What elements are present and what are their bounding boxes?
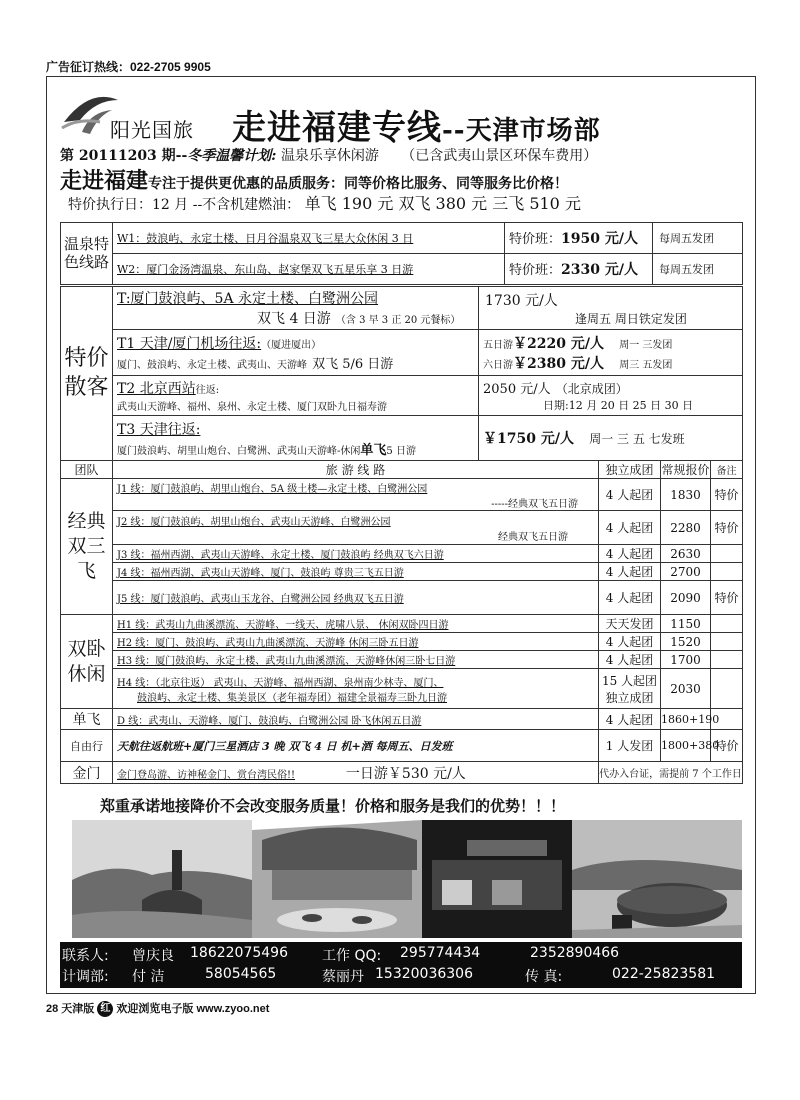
remark-j1: 特价 xyxy=(711,479,743,511)
shuangwo-category: 双卧休闲 xyxy=(61,615,113,709)
brand-name: 阳光国旅 xyxy=(110,118,194,142)
price-h2: 1520 xyxy=(661,633,711,651)
price-j3: 2630 xyxy=(661,545,711,563)
dispatch-name: 付 洁 xyxy=(132,969,165,985)
header-min: 独立成团 xyxy=(599,461,661,479)
min-ziyou: 1 人发团 xyxy=(599,730,661,762)
min-j4: 4 人起团 xyxy=(599,563,661,581)
price-j5: 2090 xyxy=(661,581,711,615)
fax-number: 022-25823581 xyxy=(612,966,716,982)
remark-ziyou: 特价 xyxy=(711,730,743,762)
hotspring-table xyxy=(60,222,743,285)
special-t-price: 1730 元/人 逢周五 周日铁定发团 xyxy=(479,287,743,330)
qq-label: 工作 QQ: xyxy=(322,948,382,964)
price-h3: 1700 xyxy=(661,651,711,669)
special-table xyxy=(60,286,743,461)
brand-heading: 走进福建 xyxy=(60,168,149,194)
route-h2: H2 线：厦门、鼓浪屿、武夷山九曲溪漂流、天游峰 休闲三卧五日游 xyxy=(113,633,599,651)
campaign-name: 冬季温馨计划: xyxy=(187,148,277,164)
route-d: D 线：武夷山、天游峰、厦门、鼓浪屿、白鹭洲公园 卧飞休闲五日游 xyxy=(113,709,599,730)
danfei-category: 单飞 xyxy=(61,709,113,730)
special-t1-price: 五日游￥2220 元/人 周一 三发团 六日游￥2380 元/人 周三 五发团 xyxy=(479,330,743,376)
route-j2: J2 线：厦门鼓浪屿、胡里山炮台、武夷山天游峰、白鹭洲公园 经典双飞五日游 xyxy=(113,511,599,545)
dispatch-phone: 58054565 xyxy=(205,966,277,982)
issue-number: 第 20111203 期-- xyxy=(60,148,188,164)
header-price: 常规报价 xyxy=(661,461,711,479)
route-j3: J3 线：福州西湖、武夷山天游峰、永定土楼、厦门鼓浪屿 经典双飞六日游 xyxy=(113,545,599,563)
price-j2: 2280 xyxy=(661,511,711,545)
page-title xyxy=(232,100,601,149)
promise-banner: 郑重承诺地接降价不会改变服务质量！价格和服务是我们的优势！！！ xyxy=(100,797,566,815)
special-date-line xyxy=(68,191,581,214)
special-t1: T1 天津/厦门机场往返:（厦进厦出） 厦门、鼓浪屿、永定土楼、武夷山、天游峰 双飞 5/6 日游 xyxy=(113,330,479,376)
route-j5: J5 线：厦门鼓浪屿、武夷山玉龙谷、白鹭洲公园 经典双飞五日游 xyxy=(113,581,599,615)
campaign-note: （已含武夷山景区环保车费用） xyxy=(401,148,598,164)
min-h4: 15 人起团 独立成团 xyxy=(599,669,661,709)
dispatch-name-2: 蔡丽丹 xyxy=(322,969,364,985)
gulangyu-statue-photo xyxy=(72,820,252,938)
route-jinmen: 金门登岛游、访神秘金门、赏台湾民俗!! 一日游￥530 元/人 xyxy=(113,762,599,784)
dispatch-phone-2: 15320036306 xyxy=(375,966,473,982)
price-j4: 2700 xyxy=(661,563,711,581)
min-h1: 天天发团 xyxy=(599,615,661,633)
dispatch-label: 计调部: xyxy=(62,969,109,985)
route-w2: W2：厦门金汤湾温泉、东山岛、赵家堡双飞五星乐享 3 日游 xyxy=(113,254,505,285)
min-d: 4 人起团 xyxy=(599,709,661,730)
hotspring-category: 温泉特色线路 xyxy=(61,223,113,285)
slogan-text: 专注于提供更优惠的品质服务：同等价格比服务、同等服务比价格！ xyxy=(148,176,569,192)
footer-text: 欢迎浏览电子版 xyxy=(116,1003,194,1015)
route-w1: W1：鼓浪屿、永定土楼、日月谷温泉双飞三星大众休闲 3 日 xyxy=(113,223,505,254)
min-j1: 4 人起团 xyxy=(599,479,661,511)
contact-phone: 18622075496 xyxy=(190,945,288,961)
ziyouxing-category: 自由行 xyxy=(61,730,113,762)
campaign-theme: 温泉乐享休闲游 xyxy=(280,148,379,164)
tulou-round-photo xyxy=(572,820,742,938)
footer-url[interactable]: www.zyoo.net xyxy=(196,1003,270,1015)
hong-seal-icon: 红 xyxy=(97,1001,113,1017)
remark-j2: 特价 xyxy=(711,511,743,545)
schedule-w1: 每周五发团 xyxy=(653,223,743,254)
contact-bar xyxy=(60,942,742,988)
header-route: 旅 游 线 路 xyxy=(113,461,599,479)
special-date: 特价执行日：12 月 --不含机建燃油： xyxy=(68,197,301,213)
note-jinmen: 代办入台证，需提前 7 个工作日 xyxy=(599,762,743,784)
fuel-prices: 单飞 190 元 双飞 380 元 三飞 510 元 xyxy=(304,194,581,213)
page-footer xyxy=(46,1000,269,1017)
route-j4: J4 线：福州西湖、武夷山天游峰、厦门、鼓浪屿 尊贵三飞五日游 xyxy=(113,563,599,581)
price-w1: 特价班：1950 元/人 xyxy=(505,223,653,254)
ad-hotline: 广告征订热线：022-2705 9905 xyxy=(46,60,211,74)
schedule-w2: 每周五发团 xyxy=(653,254,743,285)
remark-j3 xyxy=(711,545,743,563)
qq-1: 295774434 xyxy=(400,945,481,961)
price-d: 1860+190 xyxy=(661,709,711,730)
min-j3: 4 人起团 xyxy=(599,545,661,563)
price-j1: 1830 xyxy=(661,479,711,511)
remark-j5: 特价 xyxy=(711,581,743,615)
price-h4: 2030 xyxy=(661,669,711,709)
page-number: 28 天津版 xyxy=(46,1003,95,1015)
title-main: 走进福建专线 xyxy=(232,108,442,148)
issue-line xyxy=(60,145,597,165)
route-h1: H1 线：武夷山九曲溪漂流、天游峰、一线天、虎啸八景、 休闲双卧四日游 xyxy=(113,615,599,633)
special-t3: T3 天津往返: 厦门鼓浪屿、胡里山炮台、白鹭洲、武夷山天游峰-休闲单飞5 日游 xyxy=(113,416,479,461)
contact-name: 曾庆良 xyxy=(132,948,174,964)
header-remark: 备注 xyxy=(711,461,743,479)
remark-j4 xyxy=(711,563,743,581)
price-ziyou: 1800+380 xyxy=(661,730,711,762)
tulou-courtyard-photo xyxy=(252,820,422,938)
hotspring-resort-photo xyxy=(422,820,572,938)
jinmen-category: 金门 xyxy=(61,762,113,784)
route-h3: H3 线：厦门鼓浪屿、永定土楼、武夷山九曲溪漂流、天游峰休闲三卧七日游 xyxy=(113,651,599,669)
fax-label: 传 真: xyxy=(525,969,563,985)
route-h4: H4 线：（北京往返） 武夷山、天游峰、福州西湖、泉州南少林寺、厦门、 鼓浪屿、永定土楼、集美景区（老年福寿团）福建全景福寿三卧九日游 xyxy=(113,669,599,709)
photo-strip xyxy=(72,820,742,938)
min-h3: 4 人起团 xyxy=(599,651,661,669)
contact-label: 联系人: xyxy=(62,948,109,964)
header-group: 团队 xyxy=(61,461,113,479)
title-sub: --天津市场部 xyxy=(442,116,601,146)
price-w2: 特价班：2330 元/人 xyxy=(505,254,653,285)
special-t2: T2 北京西站往返: 武夷山天游峰、福州、泉州、永定土楼、厦门双卧九日福寿游 xyxy=(113,376,479,416)
jingdian-category: 经典双三飞 xyxy=(61,479,113,615)
price-h1: 1150 xyxy=(661,615,711,633)
min-j5: 4 人起团 xyxy=(599,581,661,615)
route-table xyxy=(60,460,743,784)
qq-2: 2352890466 xyxy=(530,945,620,961)
special-t2-price: 2050 元/人 （北京成团） 日期:12 月 20 日 25 日 30 日 xyxy=(479,376,743,416)
special-category: 特价散客 xyxy=(61,287,113,461)
special-t3-price: ￥1750 元/人 周一 三 五 七发班 xyxy=(479,416,743,461)
route-j1: J1 线：厦门鼓浪屿、胡里山炮台、5A 级土楼—永定土楼、白鹭洲公园 -----经典双飞五日游 xyxy=(113,479,599,511)
min-j2: 4 人起团 xyxy=(599,511,661,545)
route-ziyou: 天航往返航班+厦门三星酒店 3 晚 双飞 4 日 机+酒 每周五、日发班 xyxy=(113,730,599,762)
min-h2: 4 人起团 xyxy=(599,633,661,651)
special-t: T:厦门鼓浪屿、5A 永定土楼、白鹭洲公园 双飞 4 日游 （含 3 早 3 正 20 元餐标） xyxy=(113,287,479,330)
